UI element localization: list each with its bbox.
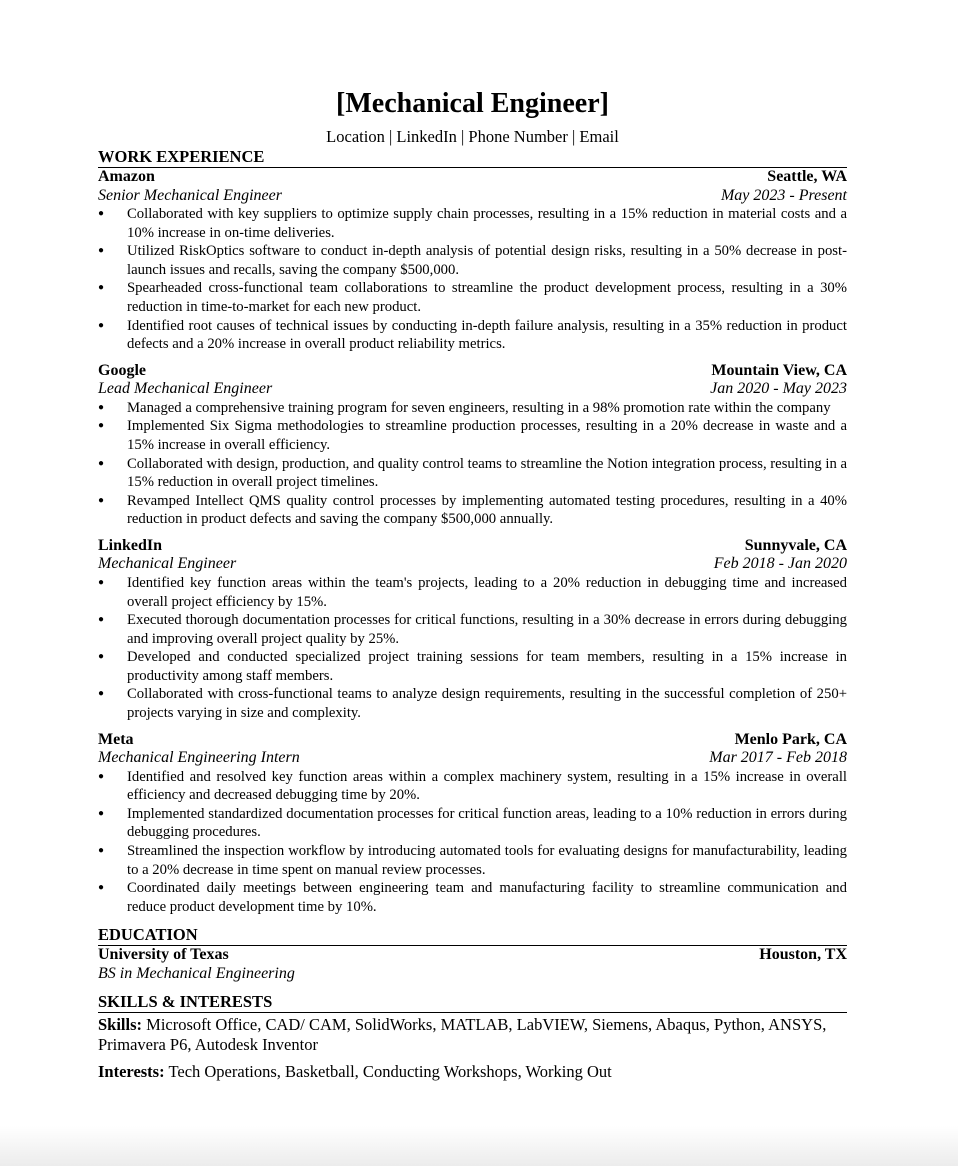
interests-value: Tech Operations, Basketball, Conducting Workshops, Working Out bbox=[168, 1062, 612, 1082]
job-bullet: ● Implemented Six Sigma methodologies to streamline production processes, resulting in a 20% decrease in waste and a 15% increase in overall efficiency. bbox=[98, 417, 847, 454]
job-role-row bbox=[98, 555, 847, 574]
job-role-row bbox=[98, 187, 847, 206]
job-bullet-list bbox=[98, 205, 847, 354]
job-entry bbox=[98, 168, 847, 354]
contact-line: Location | LinkedIn | Phone Number | Email bbox=[326, 127, 619, 146]
job-dates: Feb 2018 - Jan 2020 bbox=[713, 555, 847, 573]
job-bullet: ● Identified key function areas within the team's projects, leading to a 20% reduction in debugging time and increased overall project efficiency by 15%. bbox=[98, 574, 847, 611]
job-bullet: ● Revamped Intellect QMS quality control processes by implementing automated testing procedures, resulting in a 40% reduction in product defects and saving the company $500,000 annually. bbox=[98, 492, 847, 529]
job-dates: Jan 2020 - May 2023 bbox=[710, 380, 847, 398]
job-header-row bbox=[98, 362, 847, 381]
job-location: Mountain View, CA bbox=[711, 361, 847, 379]
section-title-work: WORK EXPERIENCE bbox=[98, 148, 847, 168]
resume-page bbox=[98, 86, 847, 1082]
job-role: Mechanical Engineer bbox=[98, 555, 237, 573]
interests-label: Interests: bbox=[98, 1062, 165, 1082]
job-bullet: ● Managed a comprehensive training program for seven engineers, resulting in a 98% promotion rate within the company bbox=[98, 399, 847, 418]
section-title-education: EDUCATION bbox=[98, 926, 847, 946]
job-bullet: ● Executed thorough documentation processes for critical functions, resulting in a 30% decrease in errors during debugging and improving overall project quality by 25%. bbox=[98, 611, 847, 648]
job-header-row bbox=[98, 537, 847, 556]
job-entry bbox=[98, 537, 847, 723]
education-school: University of Texas bbox=[98, 946, 229, 964]
job-bullet: ● Streamlined the inspection workflow by introducing automated tools for evaluating designs for manufacturability, leading to a 20% decrease in time spent on manual review processes. bbox=[98, 842, 847, 879]
resume-name: [Mechanical Engineer] bbox=[336, 88, 609, 119]
job-role: Lead Mechanical Engineer bbox=[98, 380, 273, 398]
job-location: Sunnyvale, CA bbox=[744, 536, 847, 554]
job-dates: Mar 2017 - Feb 2018 bbox=[709, 749, 847, 767]
job-bullet: ● Coordinated daily meetings between engineering team and manufacturing facility to streamline communication and reduce product development time by 10%. bbox=[98, 879, 847, 916]
job-bullet-list bbox=[98, 399, 847, 529]
job-dates: May 2023 - Present bbox=[720, 186, 847, 204]
skills-value: Microsoft Office, CAD/ CAM, SolidWorks, MATLAB, LabVIEW, Siemens, Abaqus, Python, ANSYS, Primavera P6, Autodesk Inventor bbox=[98, 1015, 827, 1054]
skills-line bbox=[98, 1015, 847, 1054]
job-bullet: ● Collaborated with key suppliers to optimize supply chain processes, resulting in a 15% reduction in material costs and a 10% increase in on-time deliveries. bbox=[98, 205, 847, 242]
education-degree: BS in Mechanical Engineering bbox=[98, 964, 295, 982]
interests-line bbox=[98, 1062, 847, 1082]
section-title-skills: SKILLS & INTERESTS bbox=[98, 993, 847, 1013]
job-bullet: ● Collaborated with cross-functional teams to analyze design requirements, resulting in the successful completion of 250+ projects varying in size and complexity. bbox=[98, 685, 847, 722]
job-role-row bbox=[98, 749, 847, 768]
job-location: Menlo Park, CA bbox=[734, 730, 847, 748]
job-bullet-list bbox=[98, 574, 847, 723]
skills-label: Skills: bbox=[98, 1015, 143, 1035]
page-bottom-shade bbox=[0, 1126, 958, 1166]
job-header-row bbox=[98, 168, 847, 187]
job-entry bbox=[98, 362, 847, 529]
job-bullet: ● Implemented standardized documentation processes for critical function areas, leading to a 10% reduction in errors during debugging procedures. bbox=[98, 805, 847, 842]
education-header-row bbox=[98, 946, 847, 965]
job-role: Senior Mechanical Engineer bbox=[98, 186, 282, 204]
job-bullet: ● Spearheaded cross-functional team collaborations to streamline the product development process, resulting in a 30% reduction in time-to-market for each new product. bbox=[98, 279, 847, 316]
job-bullet: ● Identified and resolved key function areas within a complex machinery system, resulting in a 15% increase in overall efficiency and decreased debugging time by 20%. bbox=[98, 768, 847, 805]
job-list bbox=[98, 168, 847, 916]
job-role-row bbox=[98, 380, 847, 399]
job-bullet: ● Identified root causes of technical issues by conducting in-depth failure analysis, resulting in a 35% reduction in product defects and a 20% increase in overall product reliability metrics. bbox=[98, 317, 847, 354]
job-bullet: ● Utilized RiskOptics software to conduct in-depth analysis of potential design risks, resulting in a 50% decrease in post-launch issues and recalls, saving the company $500,000. bbox=[98, 242, 847, 279]
education-degree-row bbox=[98, 965, 847, 984]
job-company: Amazon bbox=[98, 168, 155, 185]
job-location: Seattle, WA bbox=[767, 168, 847, 185]
job-company: Google bbox=[98, 361, 146, 379]
job-company: Meta bbox=[98, 730, 134, 748]
job-entry bbox=[98, 731, 847, 917]
job-role: Mechanical Engineering Intern bbox=[98, 749, 300, 767]
job-bullet-list bbox=[98, 768, 847, 917]
job-bullet: ● Developed and conducted specialized project training sessions for team members, resulting in a 15% increase in productivity among staff members. bbox=[98, 648, 847, 685]
job-company: LinkedIn bbox=[98, 536, 163, 554]
job-bullet: ● Collaborated with design, production, and quality control teams to streamline the Notion integration process, resulting in a 15% reduction in overall project timelines. bbox=[98, 455, 847, 492]
job-header-row bbox=[98, 731, 847, 750]
education-location: Houston, TX bbox=[759, 946, 847, 964]
